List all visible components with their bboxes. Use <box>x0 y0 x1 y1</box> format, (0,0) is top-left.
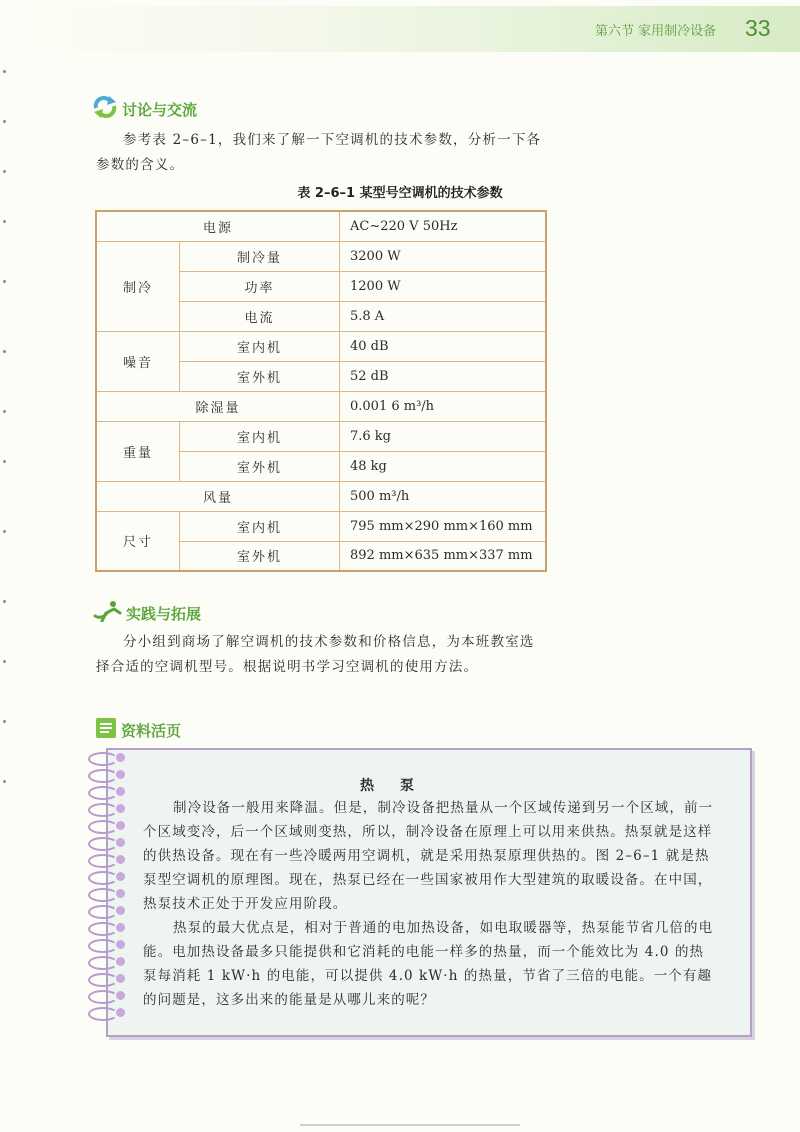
size-outdoor-value: 892 mm×635 mm×337 mm <box>340 541 547 571</box>
power-label: 电源 <box>96 211 340 241</box>
cooling-power-label: 功率 <box>180 271 340 301</box>
page-number: 33 <box>745 15 771 41</box>
noise-indoor-label: 室内机 <box>180 331 340 361</box>
practice-title: 实践与拓展 <box>126 604 202 623</box>
weight-outdoor-label: 室外机 <box>180 451 340 481</box>
cooling-capacity-value: 3200 W <box>340 241 547 271</box>
discussion-title: 讨论与交流 <box>122 100 198 119</box>
table-row <box>96 511 546 541</box>
discussion-heading <box>92 96 197 122</box>
margin-binding-marks <box>0 60 10 820</box>
cooling-current-label: 电流 <box>180 301 340 331</box>
resources-heading <box>95 717 181 743</box>
noise-label: 噪音 <box>96 331 180 391</box>
weight-indoor-value: 7.6 kg <box>340 421 547 451</box>
document-icon <box>95 717 117 743</box>
weight-outdoor-value: 48 kg <box>340 451 547 481</box>
table-row <box>96 331 546 361</box>
size-label: 尺寸 <box>96 511 180 571</box>
bottom-divider <box>300 1124 520 1126</box>
resources-title: 资料活页 <box>121 721 182 740</box>
table-row <box>96 241 546 271</box>
airflow-value: 500 m³/h <box>340 481 547 511</box>
noise-outdoor-label: 室外机 <box>180 361 340 391</box>
size-indoor-value: 795 mm×290 mm×160 mm <box>340 511 547 541</box>
noise-indoor-value: 40 dB <box>340 331 547 361</box>
header-section-title: 第六节 家用制冷设备 <box>595 24 717 39</box>
cooling-power-value: 1200 W <box>340 271 547 301</box>
weight-label: 重量 <box>96 421 180 481</box>
noise-outdoor-value: 52 dB <box>340 361 547 391</box>
discussion-text: 参考表 2–6–1，我们来了解一下空调机的技术参数，分析一下各参数的含义。 <box>96 132 542 173</box>
weight-indoor-label: 室内机 <box>180 421 340 451</box>
dehumid-value: 0.001 6 m³/h <box>340 391 547 421</box>
table-row <box>96 421 546 451</box>
cooling-label: 制冷 <box>96 241 180 331</box>
practice-text: 分小组到商场了解空调机的技术参数和价格信息，为本班教室选择合适的空调机型号。根据说明书学习空调机的使用方法。 <box>96 634 535 675</box>
table-caption: 表 2–6–1 某型号空调机的技术参数 <box>297 186 503 201</box>
note-paragraph-2: 热泵的最大优点是，相对于普通的电加热设备，如电取暖器等，热泵能节省几倍的电能。电加热设备最多只能提供和它消耗的电能一样多的热量，而一个能效比为 4.0 的热泵每消耗 1 kW·h 的电能，可以提供 4.0 kW·h 的热量，节省了三倍的电能。一个有趣的问题是，这多出来的能量是从哪儿来的呢？ <box>143 920 714 1008</box>
size-outdoor-label: 室外机 <box>180 541 340 571</box>
note-title: 热泵 <box>360 778 440 794</box>
power-value: AC~220 V 50Hz <box>340 211 547 241</box>
airflow-label: 风量 <box>96 481 340 511</box>
note-paragraph-1: 制冷设备一般用来降温。但是，制冷设备把热量从一个区域传递到另一个区域，前一个区域变冷，后一个区域则变热，所以，制冷设备在原理上可以用来供热。热泵就是这样的供热设备。现在有一些冷暖两用空调机，就是采用热泵原理供热的。图 2–6–1 就是热泵型空调机的原理图。现在，热泵已经在一些国家被用作大型建筑的取暖设备。在中国，热泵技术正处于开发应用阶段。 <box>143 800 714 912</box>
cooling-capacity-label: 制冷量 <box>180 241 340 271</box>
practice-heading <box>92 600 201 626</box>
table-row <box>96 481 546 511</box>
spec-table <box>95 210 547 572</box>
dehumid-label: 除湿量 <box>96 391 340 421</box>
table-row <box>96 211 546 241</box>
size-indoor-label: 室内机 <box>180 511 340 541</box>
running-person-icon <box>92 600 122 626</box>
cooling-current-value: 5.8 A <box>340 301 547 331</box>
recycle-arrows-icon <box>92 96 118 122</box>
table-row <box>96 391 546 421</box>
